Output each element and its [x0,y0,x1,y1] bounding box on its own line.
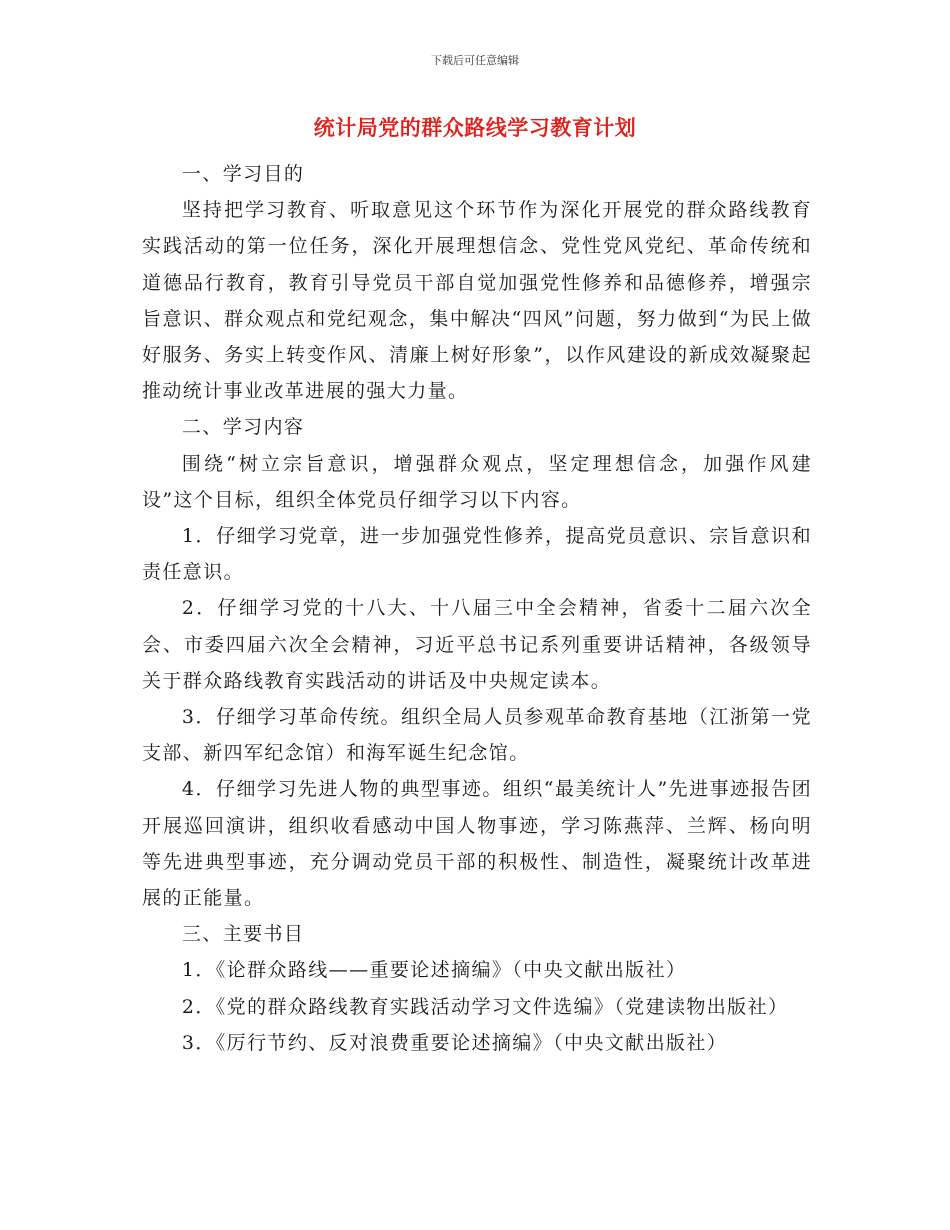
list-item-3: 3．仔细学习革命传统。组织全局人员参观革命教育基地（江浙第一党支部、新四军纪念馆）和海军诞生纪念馆。 [142,706,812,765]
list-item-1: 1．仔细学习党章，进一步加强党性修养，提高党员意识、宗旨意识和责任意识。 [142,525,812,584]
paragraph-purpose: 坚持把学习教育、听取意见这个环节作为深化开展党的群众路线教育实践活动的第一位任务，深化开展理想信念、党性党风党纪、革命传统和道德品行教育，教育引导党员干部自觉加强党性修养和品德修养，增强宗旨意识、群众观点和党纪观念，集中解决“四风”问题，努力做到“为民上做好服务、务实上转变作风、清廉上树好形象”，以作风建设的新成效凝聚起推动统计事业改革进展的强大力量。 [142,199,812,403]
list-item-2: 2．仔细学习党的十八大、十八届三中全会精神，省委十二届六次全会、市委四届六次全会精神，习近平总书记系列重要讲话精神，各级领导关于群众路线教育实践活动的讲话及中央规定读本。 [142,597,812,692]
section-heading-content: 二、学习内容 [181,416,305,439]
header-note: 下载后可任意编辑 [431,54,519,67]
book-item-1: 1．《论群众路线——重要论述摘编》（中央文献出版社） [181,959,687,982]
section-heading-books: 三、主要书目 [181,923,305,946]
paragraph-content-intro: 围绕“树立宗旨意识，增强群众观点，坚定理想信念，加强作风建设”这个目标，组织全体党员仔细学习以下内容。 [142,452,812,511]
list-item-4: 4．仔细学习先进人物的典型事迹。组织“最美统计人”先进事迹报告团开展巡回演讲，组织收看感动中国人物事迹，学习陈燕萍、兰辉、杨向明等先进典型事迹，充分调动党员干部的积极性、制造性，凝聚统计改革进展的正能量。 [142,778,812,910]
section-heading-purpose: 一、学习目的 [181,163,305,185]
document-title: 统计局党的群众路线学习教育计划 [313,116,637,140]
document-body [142,156,812,1061]
book-item-2: 2．《党的群众路线教育实践活动学习文件选编》（党建读物出版社） [181,995,789,1018]
book-item-3: 3．《厉行节约、反对浪费重要论述摘编》（中央文献出版社） [181,1031,728,1054]
